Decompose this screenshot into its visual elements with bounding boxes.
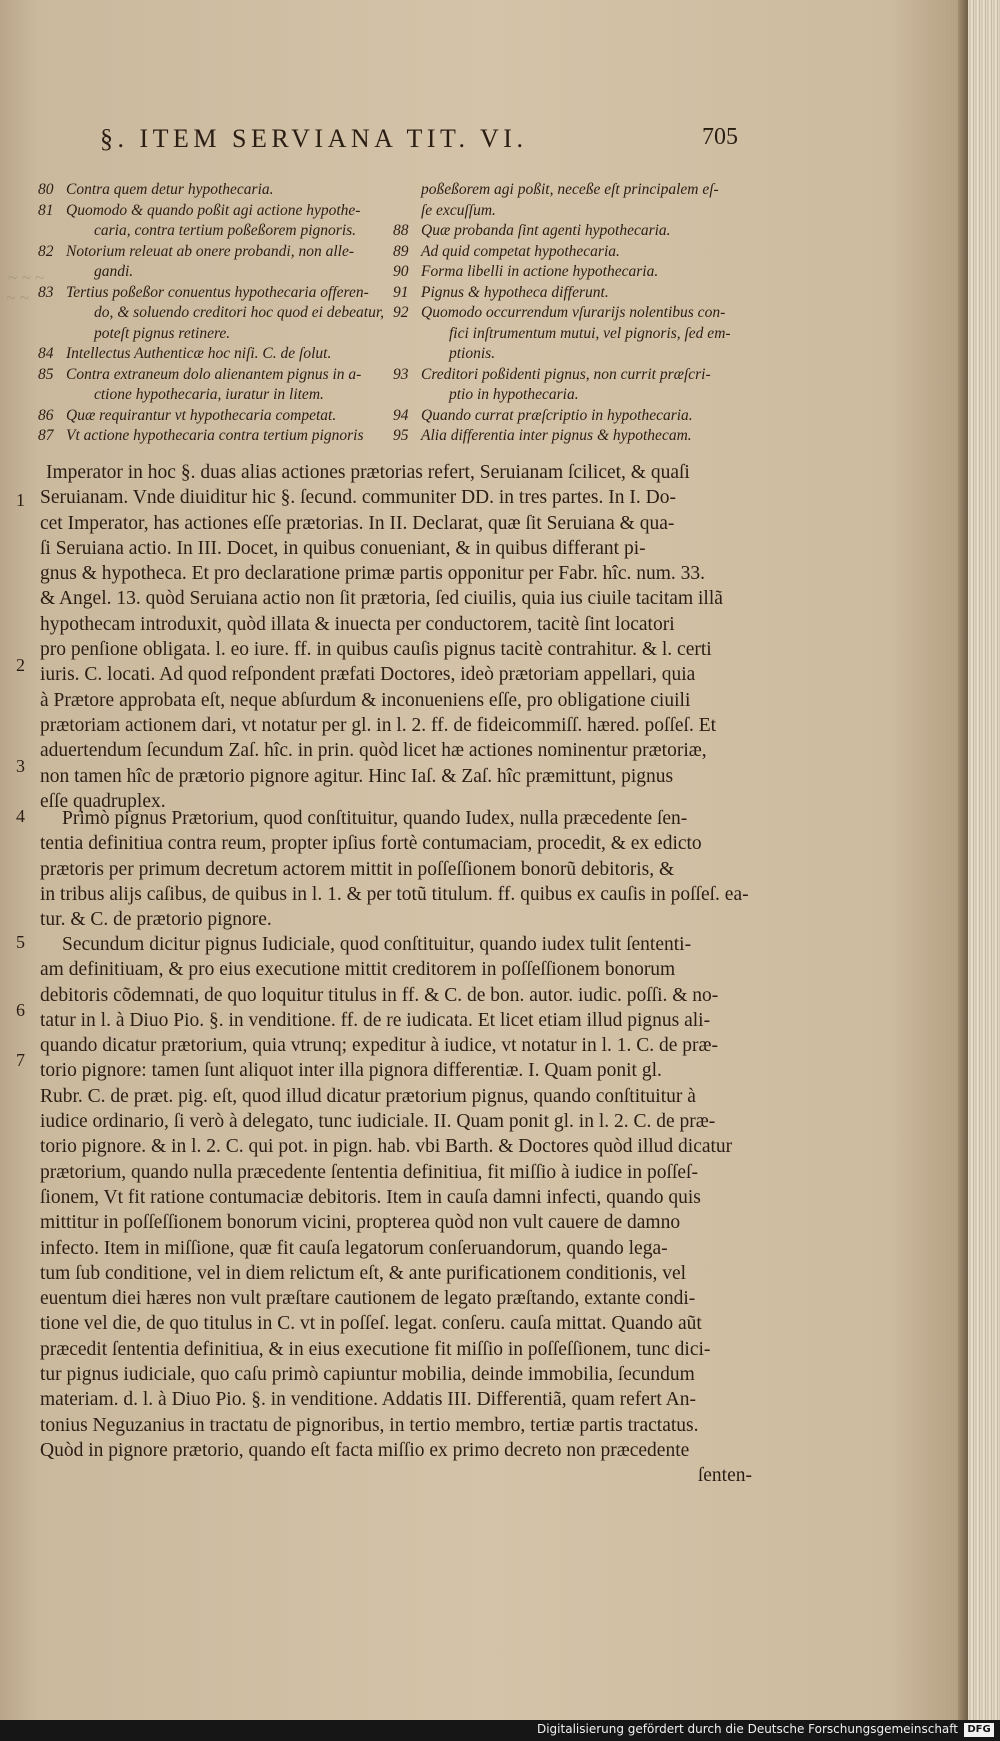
digitization-footer <box>0 1720 1000 1741</box>
summary-number: 94 <box>393 406 409 424</box>
summary-entry <box>393 283 743 304</box>
summary-number: 86 <box>38 406 54 424</box>
summary-entry <box>38 426 400 447</box>
summary-line: Contra quem detur hypothecaria. <box>66 181 274 198</box>
text-line: torio pignore. & in l. 2. C. qui pot. in pign. hab. vbi Barth. & Doctores quòd illud dicatur <box>40 1136 733 1158</box>
summary-line: Quomodo occurrendum vſurarijs nolentibus con- <box>421 304 726 321</box>
text-line: tur pignus iudiciale, quo caſu primò capiuntur mobilia, deinde immobilia, ſecundum <box>40 1364 695 1386</box>
text-line: tonius Neguzanius in tractatu de pignoribus, in tertio membro, tertiæ partis tractatus. <box>40 1414 699 1436</box>
text-line: in tribus alijs caſibus, de quibus in l. 1. & per totũ titulum. ff. quibus ex cauſis in poſſeſ. ea- <box>40 883 749 905</box>
text-line: Imperator in hoc §. duas alias actiones prætorias refert, Seruianam ſcilicet, & quaſi <box>46 462 690 483</box>
summary-line: Contra extraneum dolo alienantem pignus in a- <box>66 365 362 383</box>
text-line: pro penſione obligata. l. eo iure. ff. in quibus cauſis pignus tacitè contrahitur. & l. certi <box>40 639 712 661</box>
summary-line: ctione hypothecaria, iuratur in litem. <box>94 386 324 403</box>
text-line: tum ſub conditione, vel in diem relictum eſt, & ante purificationem conditionis, vel <box>40 1262 687 1284</box>
text-line: torio pignore: tamen ſunt aliquot inter illa pignora differentiæ. I. Quam ponit gl. <box>40 1060 662 1082</box>
summary-entry <box>38 365 400 406</box>
running-header-title: §. ITEM SERVIANA TIT. VI. <box>100 124 528 153</box>
summary-entry <box>393 242 743 263</box>
bleed-through-text: ~ ~ <box>6 288 29 307</box>
text-line: aduertendum ſecundum Zaſ. hîc. in prin. quòd licet hæ actiones nominentur prætoriæ, <box>40 740 707 762</box>
summary-number: 80 <box>38 181 54 198</box>
page-gutter-shadow <box>958 0 968 1720</box>
summary-line: Quæ probanda ſint agenti hypothecaria. <box>421 222 671 239</box>
summary-line: Notorium releuat ab onere probandi, non alle- <box>66 242 355 260</box>
text-line: à Prætore approbata eſt, neque abſurdum & inconueniens eſſe, pro obligatione ciuili <box>40 689 691 711</box>
summary-entry <box>38 180 400 201</box>
text-line: hypothecam introduxit, quòd illata & inuecta per conductorem, tacitè ſint locatori <box>40 613 675 635</box>
text-line: iudice ordinario, ſi verò à delegato, tunc iudiciale. II. Quam ponit gl. in l. 2. C. de præ- <box>40 1111 716 1133</box>
dfg-logo: DFG <box>964 1723 994 1737</box>
summary-number: 84 <box>38 345 54 362</box>
summary-number: 81 <box>38 201 54 219</box>
summary-line: caria, contra tertium poßeßorem pignoris. <box>94 222 357 239</box>
text-line: iuris. C. locati. Ad quod reſpondent præfati Doctores, ideò prætoriam appellari, quia <box>40 664 696 686</box>
text-line: tentia definitiua contra reum, propter ipſius fortè contumaciam, procedit, & ex edicto <box>40 833 702 855</box>
margin-number: 7 <box>16 1050 25 1070</box>
summary-entry <box>38 201 400 242</box>
text-line: non tamen hîc de prætorio pignore agitur. Hinc Iaſ. & Zaſ. hîc præmittunt, pignus <box>40 765 674 787</box>
summary-line: Ad quid competat hypothecaria. <box>421 242 620 260</box>
text-line: mittitur in poſſeſſionem bonorum vicini, propterea quòd non vult cauere de damno <box>40 1212 681 1234</box>
summary-line: gandi. <box>94 263 134 280</box>
page-edges <box>968 0 1000 1720</box>
summary-line: fici inſtrumentum mutui, vel pignoris, ſed em- <box>449 324 731 342</box>
summary-number: 91 <box>393 283 409 301</box>
summary-number: 92 <box>393 304 409 321</box>
summary-number: 88 <box>393 222 409 239</box>
summary-line: Forma libelli in actione hypothecaria. <box>421 263 659 280</box>
text-line: Quòd in pignore prætorio, quando eſt facta miſſio ex primo decreto non præcedente <box>40 1439 690 1461</box>
summary-line: ptionis. <box>449 345 496 362</box>
summary-entry <box>393 365 743 406</box>
text-line: prætorium, quando nulla præcedente ſententia definitiua, fit miſſio à iudice in poſſeſ- <box>40 1161 698 1183</box>
margin-number: 3 <box>16 756 25 776</box>
text-line: debitoris cõdemnati, de quo loquitur titulus in ff. & C. de bon. autor. iudic. poſſi. & no- <box>40 984 719 1006</box>
summary-entry <box>38 344 400 365</box>
summary-number: 89 <box>393 242 409 260</box>
summary-entry <box>393 406 743 427</box>
text-line: prætoriam actionem dari, vt notatur per gl. in l. 2. ff. de fideicommiſſ. hæred. poſſeſ. Et <box>40 714 717 736</box>
text-line: cet Imperator, has actiones eſſe prætorias. In II. Declarat, quæ ſit Seruiana & qua- <box>40 512 675 534</box>
summary-line: Intellectus Authenticæ hoc niſi. C. de ſolut. <box>66 345 332 362</box>
summary-entry <box>393 426 743 447</box>
summary-line: poßeßorem agi poßit, neceße eſt principalem eſ- <box>421 181 719 198</box>
text-line: ſi Seruiana actio. In III. Docet, in quibus conueniant, & in quibus differant pi- <box>40 537 646 559</box>
summary-line: Quæ requirantur vt hypothecaria competat. <box>66 406 337 424</box>
summary-number: 85 <box>38 365 54 383</box>
summary-line: Quomodo & quando poßit agi actione hypothe- <box>66 201 361 219</box>
text-line: Rubr. C. de præt. pig. eſt, quod illud dicatur prætorium pignus, quando conſtituitur à <box>40 1085 696 1107</box>
summary-number: 95 <box>393 427 409 444</box>
margin-number: 5 <box>16 932 25 952</box>
text-line: tur. & C. de prætorio pignore. <box>40 909 272 931</box>
summary-line: Pignus & hypotheca differunt. <box>421 283 609 301</box>
summary-number: 87 <box>38 427 54 444</box>
text-line: Seruianam. Vnde diuiditur hic §. ſecund. communiter DD. in tres partes. In I. Do- <box>40 487 676 509</box>
text-line: Secundum dicitur pignus Iudiciale, quod conſtituitur, quando iudex tulit ſententi- <box>62 934 692 955</box>
summary-entry <box>393 303 743 365</box>
text-line: prætoris per primum decretum actorem mittit in poſſeſſionem bonorũ debitoris, & <box>40 858 675 880</box>
bleed-through-text: ~ ~ ~ <box>8 268 45 287</box>
body-paragraph <box>40 806 752 932</box>
text-line: euentum diei hæres non vult præſtare cautionem de legato præſtando, extante condi- <box>40 1288 696 1310</box>
catchword: ſenten- <box>697 1465 752 1487</box>
text-line: am definitiuam, & pro eius executione mittit creditorem in poſſeſſionem bonorum <box>40 959 676 981</box>
summary-line: Creditori poßidenti pignus, non currit præſcri- <box>421 365 711 383</box>
summary-line: Tertius poßeßor conuentus hypothecaria offeren- <box>66 283 369 301</box>
text-line: ſionem, Vt fit ratione contumaciæ debitoris. Item in cauſa damni infecti, quando quis <box>40 1186 701 1208</box>
text-line: quando dicatur prætorium, quia vtrunq; expeditur à iudice, vt notatur in l. 1. C. de præ- <box>40 1035 719 1057</box>
text-line: tatur in l. à Diuo Pio. §. in venditione. ff. de re iudicata. Et licet etiam illud pignus ali- <box>40 1009 711 1031</box>
summary-line: poteſt pignus retinere. <box>94 324 231 342</box>
summary-line: Quando currat præſcriptio in hypothecaria. <box>421 406 693 424</box>
text-line: præcedit ſententia definitiua, & in eius executione fit miſſio in poſſeſſionem, tunc dici- <box>40 1338 711 1360</box>
summary-line: Vt actione hypothecaria contra tertium pignoris <box>66 427 364 444</box>
margin-number: 2 <box>16 655 25 675</box>
text-line: eſſe quadruplex. <box>40 790 166 812</box>
summary-number: 90 <box>393 263 409 280</box>
text-line: gnus & hypotheca. Et pro declaratione primæ partis opponitur per Fabr. hîc. num. 33. <box>40 563 706 585</box>
body-paragraph <box>40 460 752 814</box>
text-line: tione vel die, de quo titulus in C. vt in poſſeſ. legat. conſeru. cauſa mittat. Quando aũt <box>40 1313 702 1335</box>
summary-entry <box>393 262 743 283</box>
summary-number: 93 <box>393 365 409 383</box>
summary-line: Alia differentia inter pignus & hypothecam. <box>421 427 692 444</box>
margin-number: 4 <box>16 806 25 826</box>
summary-number: 82 <box>38 242 54 260</box>
summary-line: ptio in hypothecaria. <box>449 386 579 403</box>
summary-line: ſe excuſſum. <box>421 201 496 219</box>
text-line: infecto. Item in miſſione, quæ fit cauſa legatorum conſeruandorum, quando lega- <box>40 1237 668 1259</box>
summary-entry <box>393 221 743 242</box>
footer-credit: Digitalisierung gefördert durch die Deutsche Forschungsgemeinschaft <box>536 1722 958 1736</box>
summary-entry <box>38 283 400 345</box>
summary-entry <box>38 242 400 283</box>
text-line: Primò pignus Prætorium, quod conſtituitur, quando Iudex, nulla præcedente ſen- <box>62 808 688 829</box>
summary-number: 83 <box>38 283 54 301</box>
text-line: materiam. d. l. à Diuo Pio. §. in venditione. Addatis III. Differentiã, quam refert An- <box>40 1389 696 1411</box>
summary-entry <box>38 406 400 427</box>
text-line: & Angel. 13. quòd Seruiana actio non ſit prætoria, ſed ciuilis, quia ius ciuile tacitam illã <box>40 588 723 610</box>
body-paragraph <box>40 932 752 1489</box>
summary-list-right <box>393 180 743 447</box>
summary-line: do, & soluendo creditori hoc quod ei debeatur, <box>94 304 385 321</box>
margin-number: 1 <box>16 490 25 510</box>
page-number: 705 <box>702 124 738 150</box>
margin-number: 6 <box>16 1000 25 1020</box>
summary-entry <box>393 180 743 221</box>
summary-number <box>393 180 421 221</box>
summary-list-left <box>38 180 400 447</box>
